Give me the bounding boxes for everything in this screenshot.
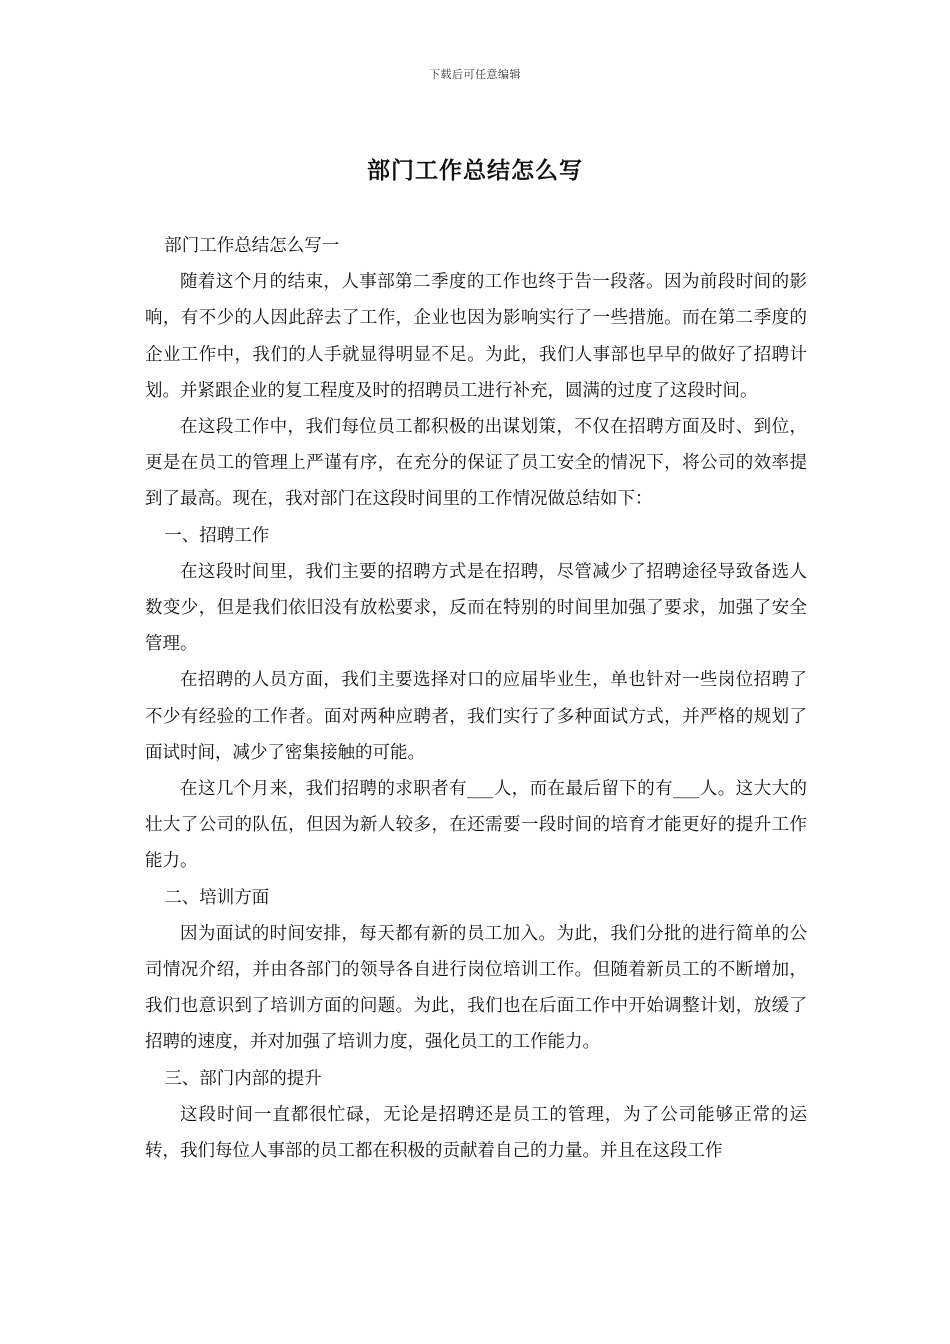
section-heading: 一、招聘工作 [164, 525, 270, 546]
body-paragraph: 这段时间一直都很忙碌，无论是招聘还是员工的管理，为了公司能够正常的运转，我们每位人事部的员工都在积极的贡献着自己的力量。并且在这段工作 [145, 1104, 807, 1162]
body-paragraph: 在招聘的人员方面，我们主要选择对口的应届毕业生，单也针对一些岗位招聘了不少有经验的工作者。面对两种应聘者，我们实行了多种面试方式，并严格的规划了面试时间，减少了密集接触的可能。 [145, 670, 807, 763]
section-heading: 部门工作总结怎么写一 [164, 236, 340, 256]
body-paragraph: 在这段工作中，我们每位员工都积极的出谋划策，不仅在招聘方面及时、到位，更是在员工的管理上严谨有序，在充分的保证了员工安全的情况下，将公司的效率提到了最高。现在，我对部门在这段时间里的工作情况做总结如下： [145, 417, 807, 510]
body-paragraph: 在这几个月来，我们招聘的求职者有___人，而在最后留下的有___人。这大大的壮大了公司的队伍，但因为新人较多，在还需要一段时间的培育才能更好的提升工作能力。 [145, 779, 807, 872]
body-paragraph: 在这段时间里，我们主要的招聘方式是在招聘，尽管减少了招聘途径导致备选人数变少，但是我们依旧没有放松要求，反而在特别的时间里加强了要求，加强了安全管理。 [145, 561, 807, 655]
section-heading: 二、培训方面 [164, 887, 270, 908]
section-heading: 三、部门内部的提升 [164, 1068, 322, 1089]
document-body [145, 228, 807, 1169]
header-note: 下载后可任意编辑 [429, 68, 521, 81]
body-paragraph: 因为面试的时间安排，每天都有新的员工加入。为此，我们分批的进行简单的公司情况介绍，并由各部门的领导各自进行岗位培训工作。但随着新员工的不断增加，我们也意识到了培训方面的问题。为此，我们也在后面工作中开始调整计划，放缓了招聘的速度，并对加强了培训力度，强化员工的工作能力。 [145, 923, 807, 1053]
document-title: 部门工作总结怎么写 [367, 157, 583, 184]
body-paragraph: 随着这个月的结束，人事部第二季度的工作也终于告一段落。因为前段时间的影响，有不少的人因此辞去了工作，企业也因为影响实行了一些措施。而在第二季度的企业工作中，我们的人手就显得明显不足。为此，我们人事部也早早的做好了招聘计划。并紧跟企业的复工程度及时的招聘员工进行补充，圆满的过度了这段时间。 [145, 272, 807, 401]
